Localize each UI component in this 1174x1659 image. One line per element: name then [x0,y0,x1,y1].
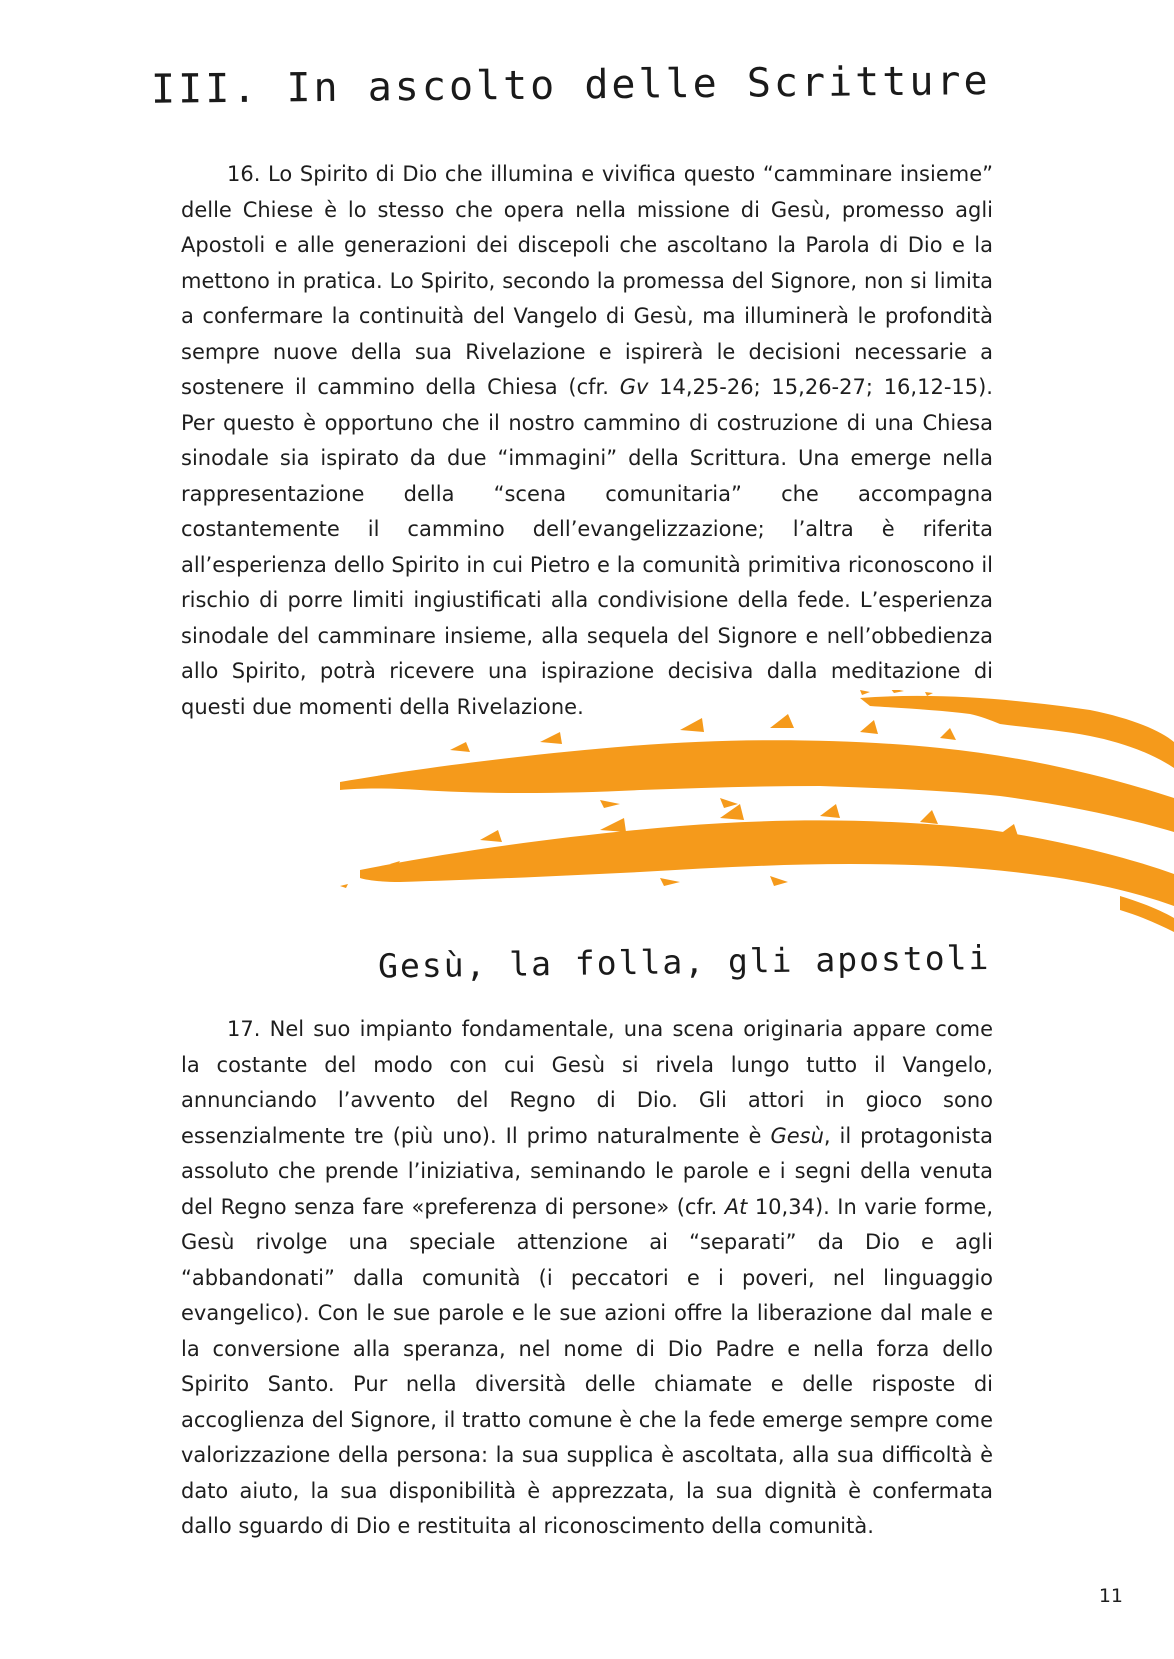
section-title: Gesù, la folla, gli apostoli [377,938,991,986]
paragraph-16 [181,157,993,725]
paragraph-17-text-b: , il protagonista assoluto che prende l’iniziativa, seminando le parole e i segni della venuta del Regno senza fare «preferenza di persone» (cfr. [181,1123,993,1219]
paragraph-17-citation-at: At [724,1194,748,1219]
page-number: 11 [1098,1585,1123,1607]
paragraph-17-italic-gesu: Gesù [770,1123,824,1148]
paragraph-16-text-b: 14,25-26; 15,26-27; 16,12-15). Per questo è opportuno che il nostro cammino di costruzione di una Chiesa sinodale sia ispirato da due “immagini” della Scrittura. Una emerge nella rappresentazione della “scena comunitaria” che accompagna costantemente il cammino dell’evangelizzazione; l’altra è riferita all’esperienza dello Spirito in cui Pietro e la comunità primitiva riconoscono il rischio di porre limiti ingiustificati alla condivisione della fede. L’esperienza sinodale del camminare insieme, alla sequela del Signore e nell’obbedienza allo Spirito, potrà ricevere una ispirazione decisiva dalla meditazione di questi due momenti della Rivelazione. [181,375,993,719]
paragraph-16-text-a: 16. Lo Spirito di Dio che illumina e vivifica questo “camminare insieme” delle Chiese è lo stesso che opera nella missione di Gesù, promesso agli Apostoli e alle generazioni dei discepoli che ascoltano la Parola di Dio e la mettono in pratica. Lo Spirito, secondo la promessa del Signore, non si limita a confermare la continuità del Vangelo di Gesù, ma illuminerà le profondità sempre nuove della sua Rivelazione e ispirerà le decisioni necessarie a sostenere il cammino della Chiesa (cfr. [181,162,993,399]
paragraph-17 [181,1012,993,1545]
paragraph-16-citation-gv: Gv [619,375,649,399]
chapter-title: III. In ascolto delle Scritture [151,58,992,113]
paragraph-17-text-a: 17. Nel suo impianto fondamentale, una scena originaria appare come la costante del modo con cui Gesù si rivela lungo tutto il Vangelo, annunciando l’avvento del Regno di Dio. Gli attori in gioco sono essenzialmente tre (più uno). Il primo naturalmente è [181,1017,993,1148]
paragraph-17-text-c: 10,34). In varie forme, Gesù rivolge una speciale attenzione ai “separati” da Dio e agli “abbandonati” dalla comunità (i peccatori e i poveri, nel linguaggio evangelico). Con le sue parole e le sue azioni offre la liberazione dal male e la conversione alla speranza, nel nome di Dio Padre e nella forza dello Spirito Santo. Pur nella diversità delle chiamate e delle risposte di accoglienza del Signore, il tratto comune è che la fede emerge sempre come valorizzazione della persona: la sua supplica è ascoltata, alla sua difficoltà è dato aiuto, la sua disponibilità è apprezzata, la sua dignità è confermata dallo sguardo di Dio e restituita al riconoscimento della comunità. [181,1194,994,1538]
orange-brush-strokes-icon [300,690,1174,970]
